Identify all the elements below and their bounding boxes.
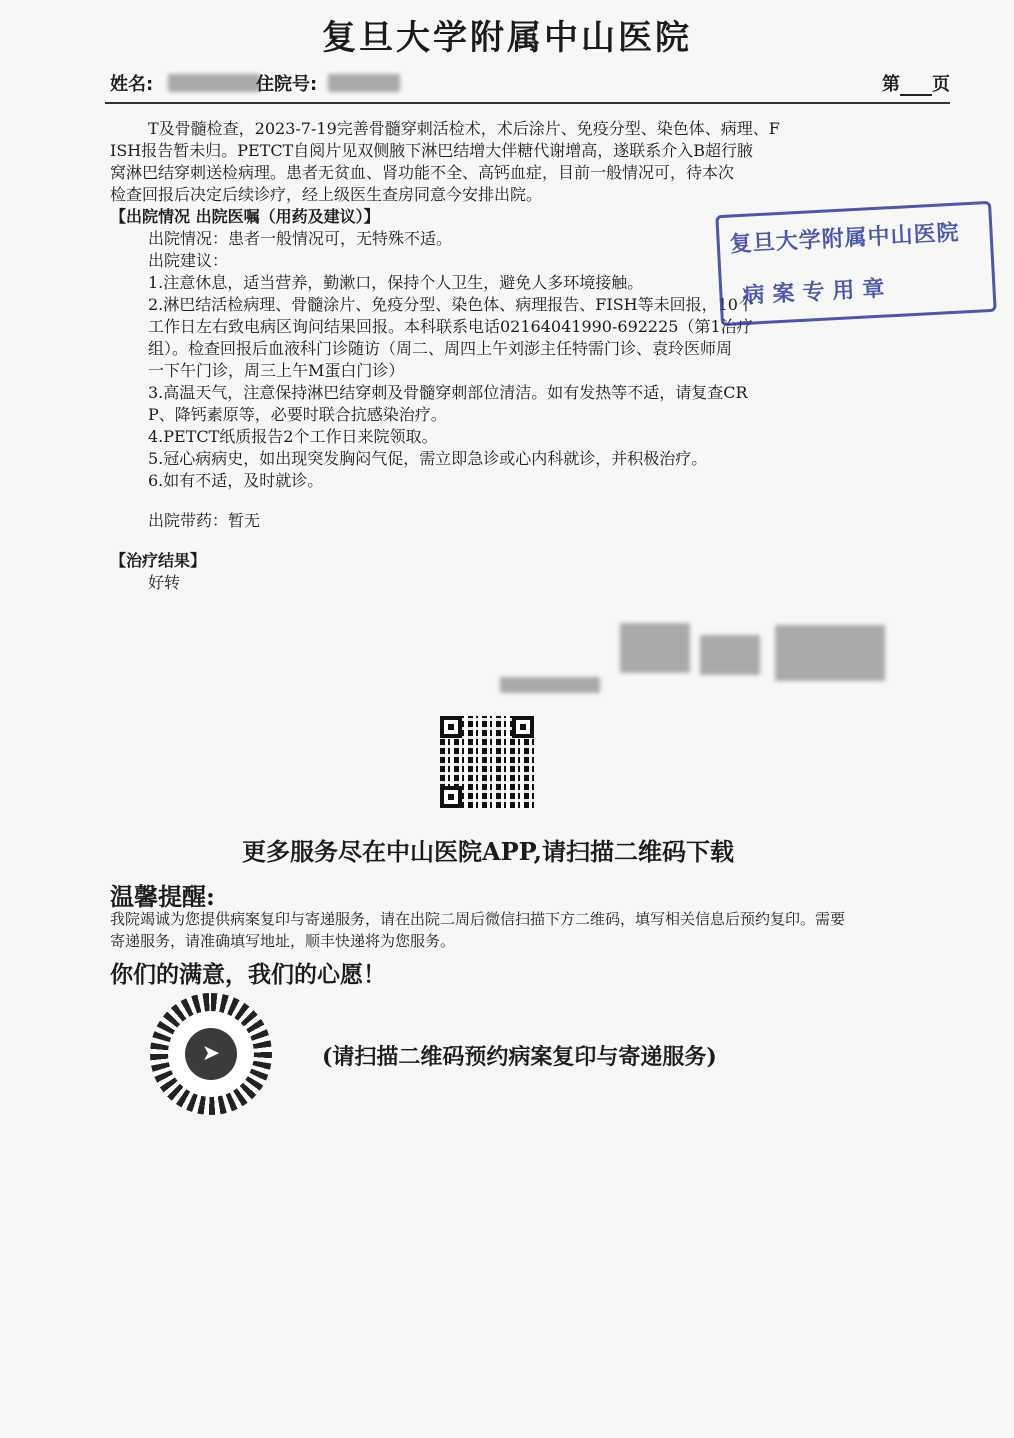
treatment-result-value: 好转 xyxy=(148,573,181,592)
advice-line: 工作日左右致电病区询问结果回报。本科联系电话02164041990-692225（第1治疗 xyxy=(148,317,753,336)
advice-line: 1.注意休息，适当营养，勤漱口，保持个人卫生，避免人多环境接触。 xyxy=(148,273,644,292)
qr-finder-pattern xyxy=(440,716,462,738)
page-number-blank xyxy=(900,76,932,96)
header-divider xyxy=(105,102,950,104)
page-label-pre: 第 xyxy=(882,74,900,95)
hospital-title: 复旦大学附属中山医院 xyxy=(322,18,692,58)
name-label: 姓名: xyxy=(110,74,154,95)
patient-header xyxy=(110,68,950,98)
admission-number-label: 住院号: xyxy=(256,74,318,95)
discharge-status: 出院情况：患者一般情况可，无特殊不适。 xyxy=(148,229,453,248)
treatment-result-title: 【治疗结果】 xyxy=(110,551,207,570)
reminder-title: 温馨提醒: xyxy=(110,882,215,911)
reminder-text: 我院竭诚为您提供病案复印与寄递服务，请在出院二周后微信扫描下方二维码，填写相关信息后预约复印。需要寄递服务，请准确填写地址，顺丰快递将为您服务。 xyxy=(110,910,846,950)
slogan: 你们的满意，我们的心愿！ xyxy=(110,961,386,988)
discharge-section-title: 【出院情况 出院医嘱（用药及建议）】 xyxy=(110,207,380,226)
advice-line: 一下午门诊，周三上午M蛋白门诊） xyxy=(148,361,405,380)
redacted-signature xyxy=(500,615,900,705)
stamp-line-2: 病案专用章 xyxy=(741,275,894,309)
advice-line: 3.高温天气，注意保持淋巴结穿刺及骨髓穿刺部位清洁。如有发热等不适，请复查CR xyxy=(148,383,748,402)
page-label-post: 页 xyxy=(932,74,950,95)
redacted-signature-block xyxy=(700,635,760,675)
advice-line: 2.淋巴结活检病理、骨髓涂片、免疫分型、染色体、病理报告、FISH等未回报，10个 xyxy=(148,295,754,314)
advice-line: 5.冠心病病史，如出现突发胸闷气促，需立即急诊或心内科就诊，并积极治疗。 xyxy=(148,449,708,468)
hospital-seal-stamp xyxy=(715,201,996,326)
wechat-miniprogram-code[interactable] xyxy=(150,993,272,1115)
advice-line: 4.PETCT纸质报告2个工作日来院领取。 xyxy=(148,427,438,446)
redacted-signature-block xyxy=(775,625,885,681)
app-promo-text: 更多服务尽在中山医院APP,请扫描二维码下载 xyxy=(242,837,734,866)
qr-finder-pattern xyxy=(512,716,534,738)
advice-line: P、降钙素原等，必要时联合抗感染治疗。 xyxy=(148,405,447,424)
intro-line: 窝淋巴结穿刺送检病理。患者无贫血、肾功能不全、高钙血症，目前一般情况可，待本次 xyxy=(110,163,735,182)
intro-line: 检查回报后决定后续诊疗，经上级医生查房同意今安排出院。 xyxy=(110,185,543,204)
redacted-signature-block xyxy=(620,623,690,673)
advice-line: 6.如有不适，及时就诊。 xyxy=(148,471,324,490)
intro-line: T及骨髓检查，2023-7-19完善骨髓穿刺活检术，术后涂片、免疫分型、染色体、病理、F xyxy=(148,119,780,138)
qr-finder-pattern xyxy=(440,786,462,808)
advice-title: 出院建议： xyxy=(148,251,229,270)
intro-line: ISH报告暂未归。PETCT自阅片见双侧腋下淋巴结增大伴糖代谢增高，遂联系介入B超行腋 xyxy=(110,141,754,160)
redacted-admission-number xyxy=(328,74,400,92)
miniprogram-caption: (请扫描二维码预约病案复印与寄递服务) xyxy=(322,1044,717,1070)
record-body xyxy=(110,118,880,594)
redacted-name xyxy=(168,74,260,92)
redacted-signature-block xyxy=(500,677,600,693)
page-number xyxy=(882,70,950,96)
paper-plane-icon: ➤ xyxy=(185,1028,237,1080)
stamp-line-1: 复旦大学附属中山医院 xyxy=(729,219,961,258)
discharge-medication: 出院带药：暂无 xyxy=(148,511,261,530)
advice-line: 组）。检查回报后血液科门诊随访（周二、周四上午刘澎主任特需门诊、袁玲医师周 xyxy=(148,339,733,358)
app-download-qr-code[interactable] xyxy=(440,716,534,808)
